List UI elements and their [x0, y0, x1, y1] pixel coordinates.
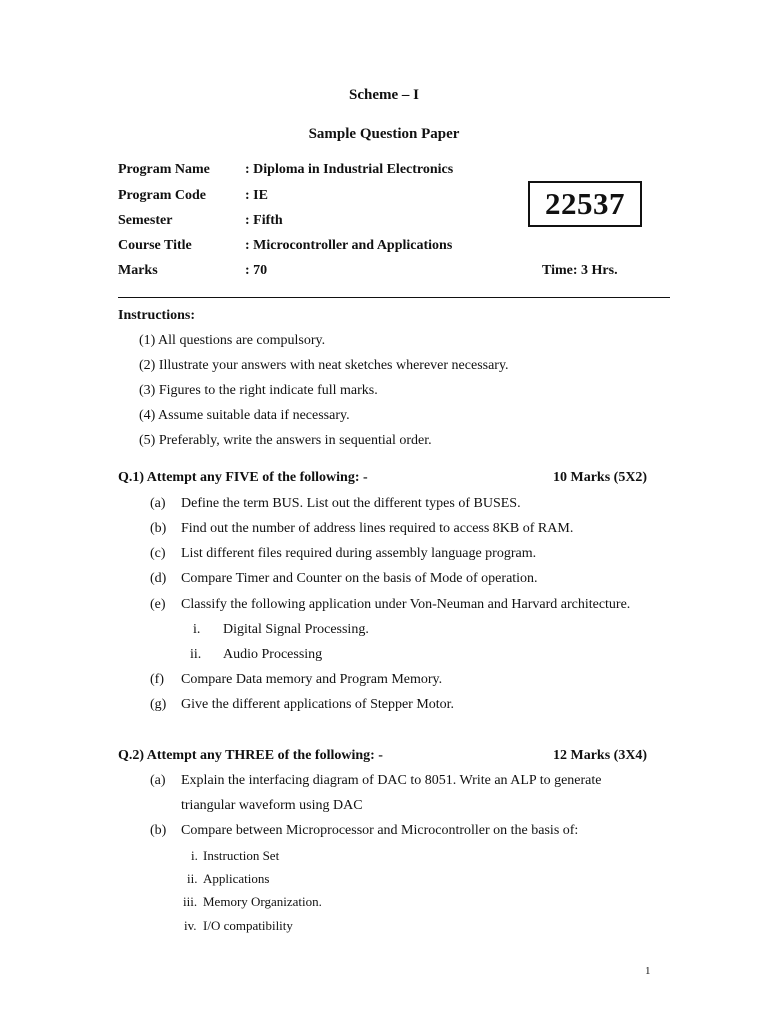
q2-item-label: (a) [150, 773, 166, 788]
q1-item-label: (a) [150, 496, 166, 511]
q1-item-label: (f) [150, 672, 164, 687]
course-code-box [528, 181, 642, 227]
q1e-sub-label: ii. [190, 647, 202, 662]
meta-label-program-name: Program Name [118, 162, 210, 177]
q2a-line2: triangular waveform using DAC [181, 798, 363, 813]
instructions-heading: Instructions: [118, 308, 196, 323]
page-number: 1 [645, 965, 651, 977]
meta-value-program-name: : Diploma in Industrial Electronics [245, 162, 454, 177]
instruction-item: (5) Preferably, write the answers in sequential order. [139, 433, 432, 448]
header-divider [118, 297, 670, 298]
q1-item-text: Find out the number of address lines required to access 8KB of RAM. [181, 521, 574, 536]
q2b-sub-label: ii. [187, 871, 198, 886]
paper-title: Sample Question Paper [308, 126, 460, 142]
q1-item-text: Define the term BUS. List out the different types of BUSES. [181, 496, 521, 511]
q1-heading: Q.1) Attempt any FIVE of the following: - [118, 470, 368, 485]
meta-label-course-title: Course Title [118, 238, 192, 253]
q1e-sub-text: Audio Processing [223, 647, 323, 662]
instruction-item: (4) Assume suitable data if necessary. [139, 408, 350, 423]
q1-item-label: (b) [150, 521, 167, 536]
q2b-sub-label: iv. [184, 918, 197, 933]
q1e-sub-text: Digital Signal Processing. [223, 622, 369, 637]
q1-item-label: (c) [150, 546, 166, 561]
meta-value-program-code: : IE [245, 188, 268, 203]
time-duration: Time: 3 Hrs. [542, 263, 618, 278]
q1-marks: 10 Marks (5X2) [553, 470, 648, 485]
q2b-sub-text: Applications [203, 871, 270, 886]
instruction-item: (2) Illustrate your answers with neat sketches wherever necessary. [139, 358, 509, 373]
scheme-heading: Scheme – I [349, 87, 419, 103]
instruction-item: (1) All questions are compulsory. [139, 333, 326, 348]
meta-value-marks: : 70 [245, 263, 268, 278]
q2-heading: Q.2) Attempt any THREE of the following: - [118, 748, 383, 763]
q1-item-label: (d) [150, 571, 167, 586]
q2b-sub-label: i. [191, 848, 198, 863]
q1-item-text: Compare Data memory and Program Memory. [181, 672, 443, 687]
q1-item-text: List different files required during assembly language program. [181, 546, 537, 561]
course-code: 22537 [545, 186, 625, 221]
q1-item-text: Give the different applications of Stepper Motor. [181, 697, 455, 712]
q1e-sub-label: i. [193, 622, 201, 637]
q1-item-label: (g) [150, 697, 167, 712]
q2-item-label: (b) [150, 823, 167, 838]
q1-item-label: (e) [150, 597, 166, 612]
q2b-sub-text: Memory Organization. [203, 894, 322, 909]
meta-value-semester: : Fifth [245, 213, 283, 228]
q2a-line1: Explain the interfacing diagram of DAC to 8051. Write an ALP to generate [181, 773, 602, 788]
instruction-item: (3) Figures to the right indicate full marks. [139, 383, 378, 398]
meta-label-marks: Marks [118, 263, 158, 278]
q1-item-text: Classify the following application under Von-Neuman and Harvard architecture. [181, 597, 631, 612]
meta-label-program-code: Program Code [118, 188, 206, 203]
q2b-text: Compare between Microprocessor and Microcontroller on the basis of: [181, 823, 579, 838]
q1-item-text: Compare Timer and Counter on the basis of Mode of operation. [181, 571, 538, 586]
q2b-sub-label: iii. [183, 894, 198, 909]
q2b-sub-text: I/O compatibility [203, 918, 293, 933]
meta-label-semester: Semester [118, 213, 173, 228]
q2-marks: 12 Marks (3X4) [553, 748, 648, 763]
meta-value-course-title: : Microcontroller and Applications [245, 238, 453, 253]
q2b-sub-text: Instruction Set [203, 848, 280, 863]
